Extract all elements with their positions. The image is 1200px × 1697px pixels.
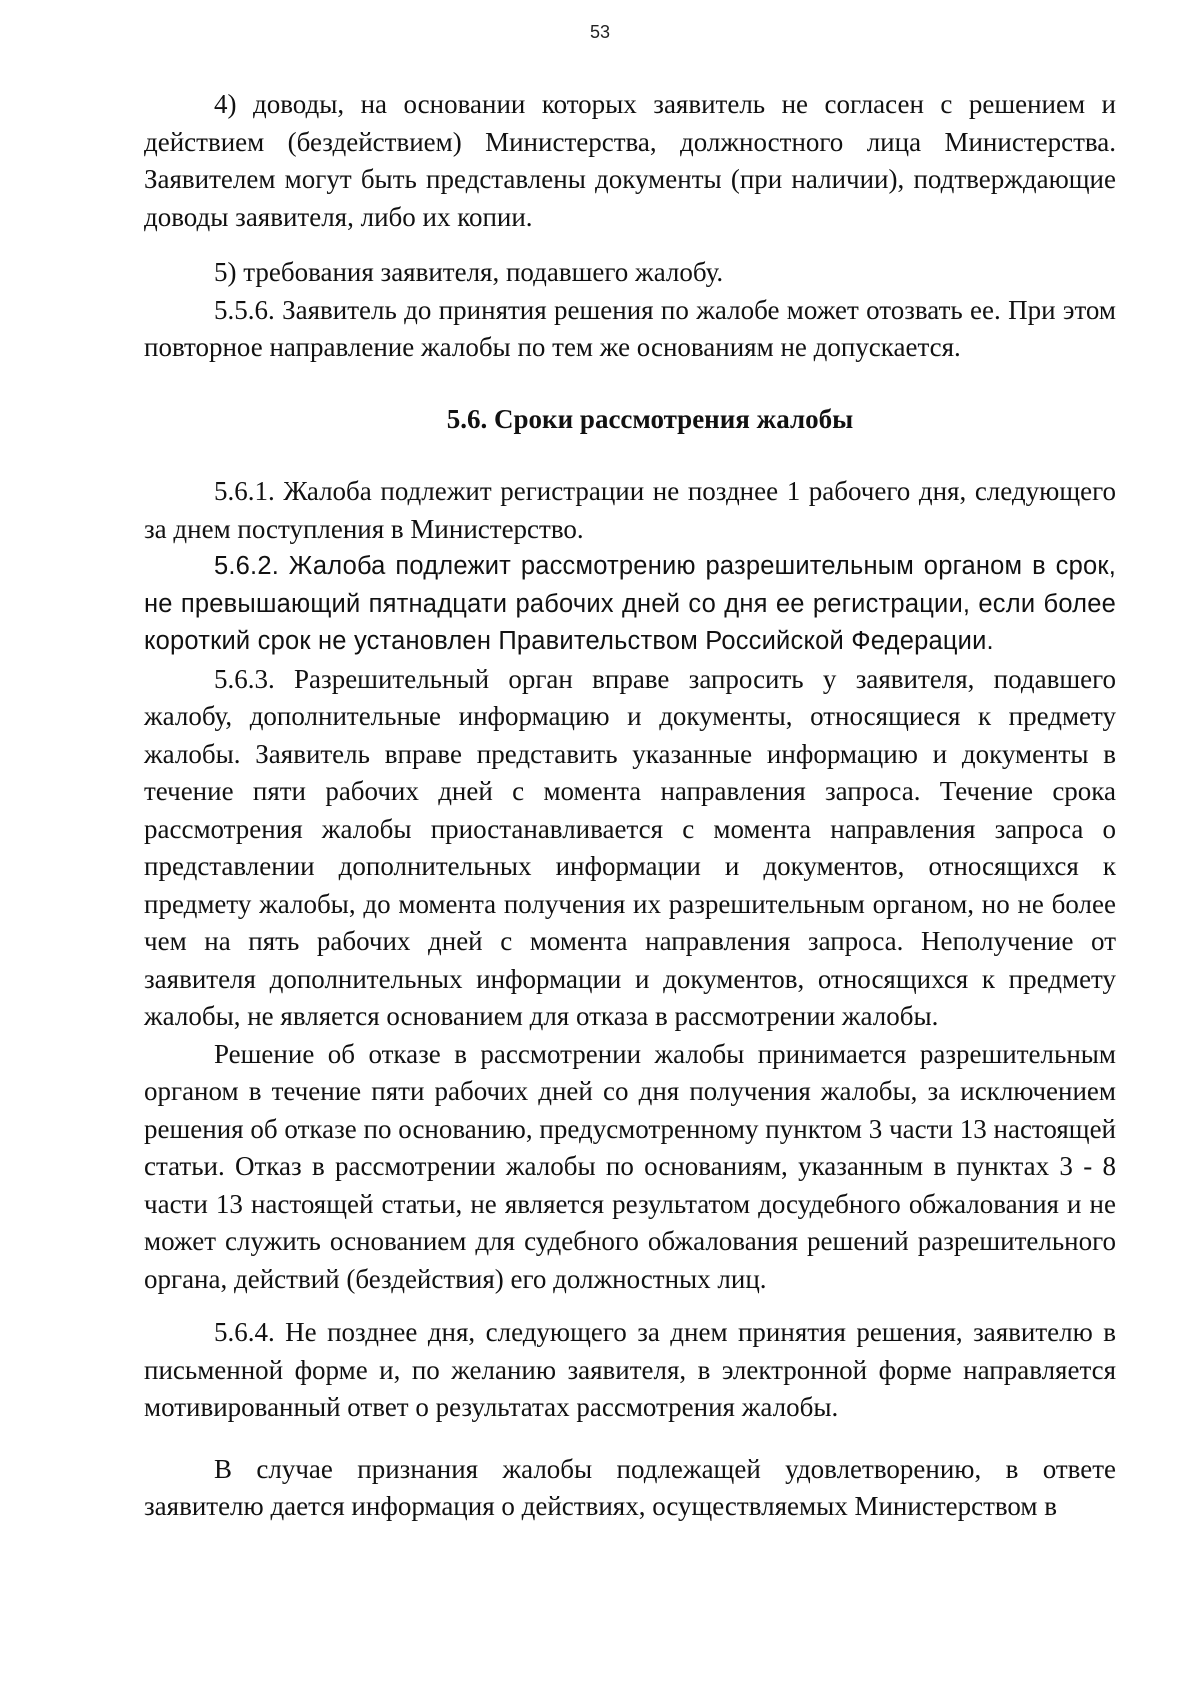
paragraph-item-4: 4) доводы, на основании которых заявитель не согласен с решением и действием (бездействием) Министерства, должностного лица Министерства. Заявителем могут быть представлены документы (при наличии), подтверждающие доводы заявителя, либо их копии.: [144, 89, 1116, 232]
paragraph-5-6-3: 5.6.3. Разрешительный орган вправе запросить у заявителя, подавшего жалобу, дополнительные информацию и документы, относящиеся к предмету жалобы. Заявитель вправе представить указанные информацию и документы в течение пяти рабочих дней с момента направления запроса. Течение срока рассмотрения жалобы приостанавливается с момента направления запроса о представлении дополнительных информации и документов, относящихся к предмету жалобы, до момента получения их разрешительным органом, но не более чем на пять рабочих дней с момента направления запроса. Неполучение от заявителя дополнительных информации и документов, относящихся к предмету жалобы, не является основанием для отказа в рассмотрении жалобы.: [144, 663, 1116, 1031]
document-body: [144, 86, 1116, 1526]
paragraph-5-6-2: 5.6.2. Жалоба подлежит рассмотрению разрешительным органом в срок, не превышающий пятнадцати рабочих дней со дня ее регистрации, если более короткий срок не установлен Правительством Российской Федерации.: [144, 552, 1116, 655]
paragraph-item-5: 5) требования заявителя, подавшего жалобу.: [214, 257, 724, 287]
section-heading: 5.6. Сроки рассмотрения жалобы: [446, 403, 854, 434]
paragraph-refusal-decision: Решение об отказе в рассмотрении жалобы принимается разрешительным органом в течение пяти рабочих дней со дня получения жалобы, за исключением решения об отказе по основанию, предусмотренному пунктом 3 части 13 настоящей статьи. Отказ в рассмотрении жалобы по основаниям, указанным в пунктах 3 - 8 части 13 настоящей статьи, не является результатом досудебного обжалования и не может служить основанием для судебного обжалования решений разрешительного органа, действий (бездействия) его должностных лиц.: [144, 1038, 1116, 1294]
paragraph-5-5-6: 5.5.6. Заявитель до принятия решения по жалобе может отозвать ее. При этом повторное направление жалобы по тем же основаниям не допускается.: [144, 294, 1116, 362]
paragraph-complaint-satisfied: В случае признания жалобы подлежащей удовлетворению, в ответе заявителю дается информация о действиях, осуществляемых Министерством в: [144, 1453, 1116, 1521]
page-number: 53: [589, 22, 611, 42]
paragraph-5-6-1: 5.6.1. Жалоба подлежит регистрации не позднее 1 рабочего дня, следующего за днем поступления в Министерство.: [144, 476, 1116, 544]
paragraph-5-6-4: 5.6.4. Не позднее дня, следующего за днем принятия решения, заявителю в письменной форме и, по желанию заявителя, в электронной форме направляется мотивированный ответ о результатах рассмотрения жалобы.: [144, 1317, 1116, 1422]
